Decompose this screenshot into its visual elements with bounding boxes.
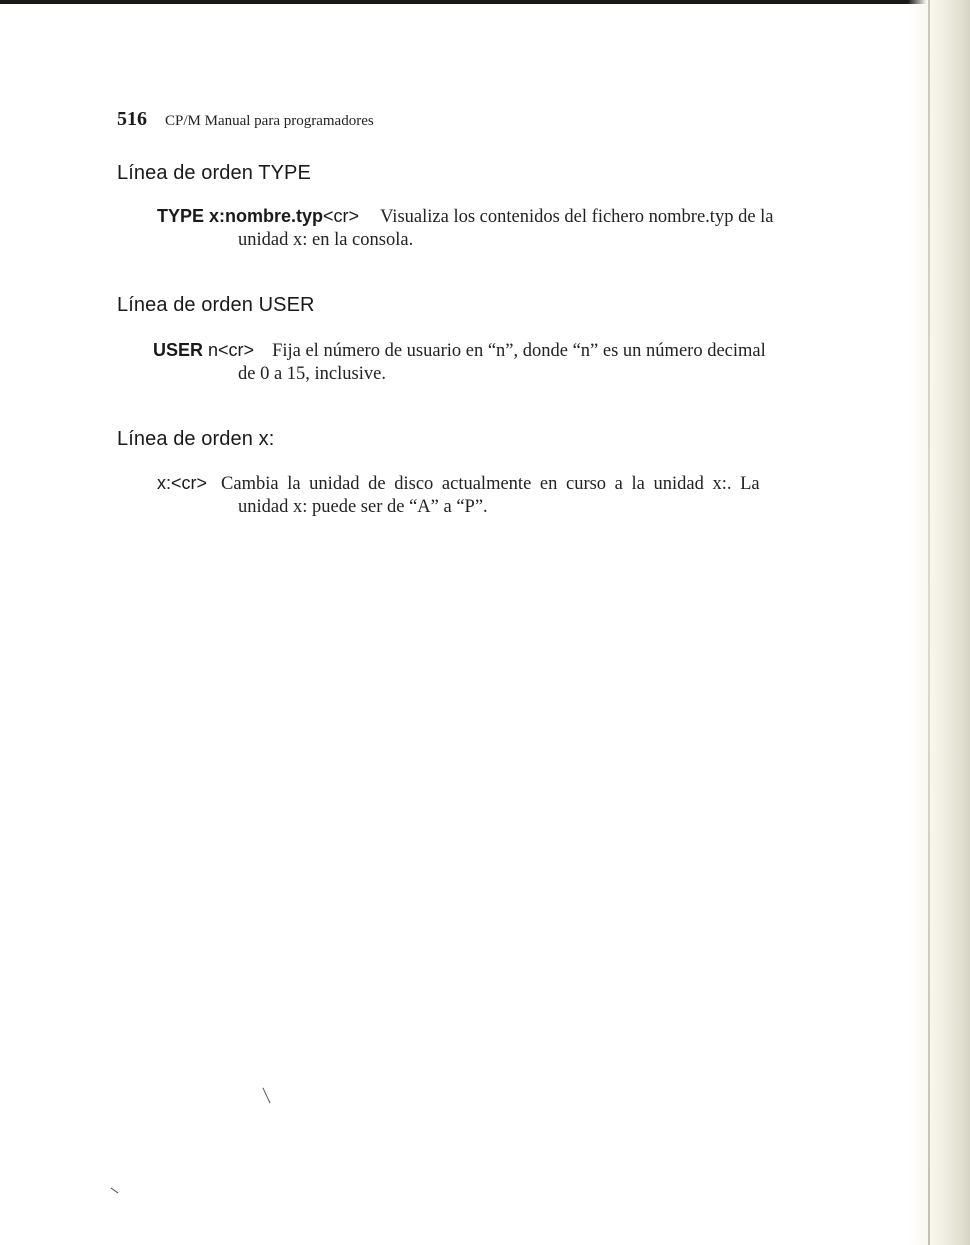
entry-user-line1 bbox=[153, 340, 766, 362]
section-heading-user: Línea de orden USER bbox=[117, 294, 315, 316]
entry-type-line1 bbox=[157, 206, 774, 228]
command-description: Fija el número de usuario en “n”, donde “n” es un número decimal bbox=[272, 341, 766, 361]
command-description: Cambia la unidad de disco actualmente en curso a la unidad x:. La bbox=[221, 474, 760, 494]
command-syntax bbox=[157, 473, 207, 493]
section-heading-drive: Línea de orden x: bbox=[117, 428, 275, 450]
command-syntax bbox=[157, 206, 359, 226]
command-suffix: x:<cr> bbox=[157, 473, 208, 493]
command-name: USER bbox=[153, 340, 204, 360]
book-spine-line bbox=[928, 0, 930, 1245]
running-title: CP/M Manual para programadores bbox=[165, 113, 374, 129]
command-suffix: n<cr> bbox=[208, 340, 255, 360]
command-description-continuation: de 0 a 15, inclusive. bbox=[238, 364, 386, 384]
page-top-edge bbox=[0, 0, 970, 4]
section-heading-type: Línea de orden TYPE bbox=[117, 162, 311, 184]
command-description-continuation: unidad x: puede ser de “A” a “P”. bbox=[238, 497, 488, 517]
command-syntax bbox=[153, 340, 254, 360]
command-description: Visualiza los contenidos del fichero nombre.typ de la bbox=[380, 207, 774, 227]
page-header bbox=[117, 108, 374, 131]
scan-mark bbox=[262, 1088, 270, 1104]
page-number: 516 bbox=[117, 108, 147, 130]
scan-mark bbox=[111, 1188, 119, 1194]
command-name: TYPE x:nombre.typ bbox=[157, 206, 324, 226]
book-spine-shadow bbox=[908, 0, 970, 1245]
command-suffix: <cr> bbox=[323, 206, 360, 226]
command-description-continuation: unidad x: en la consola. bbox=[238, 230, 414, 250]
entry-drive-line1 bbox=[157, 473, 760, 495]
